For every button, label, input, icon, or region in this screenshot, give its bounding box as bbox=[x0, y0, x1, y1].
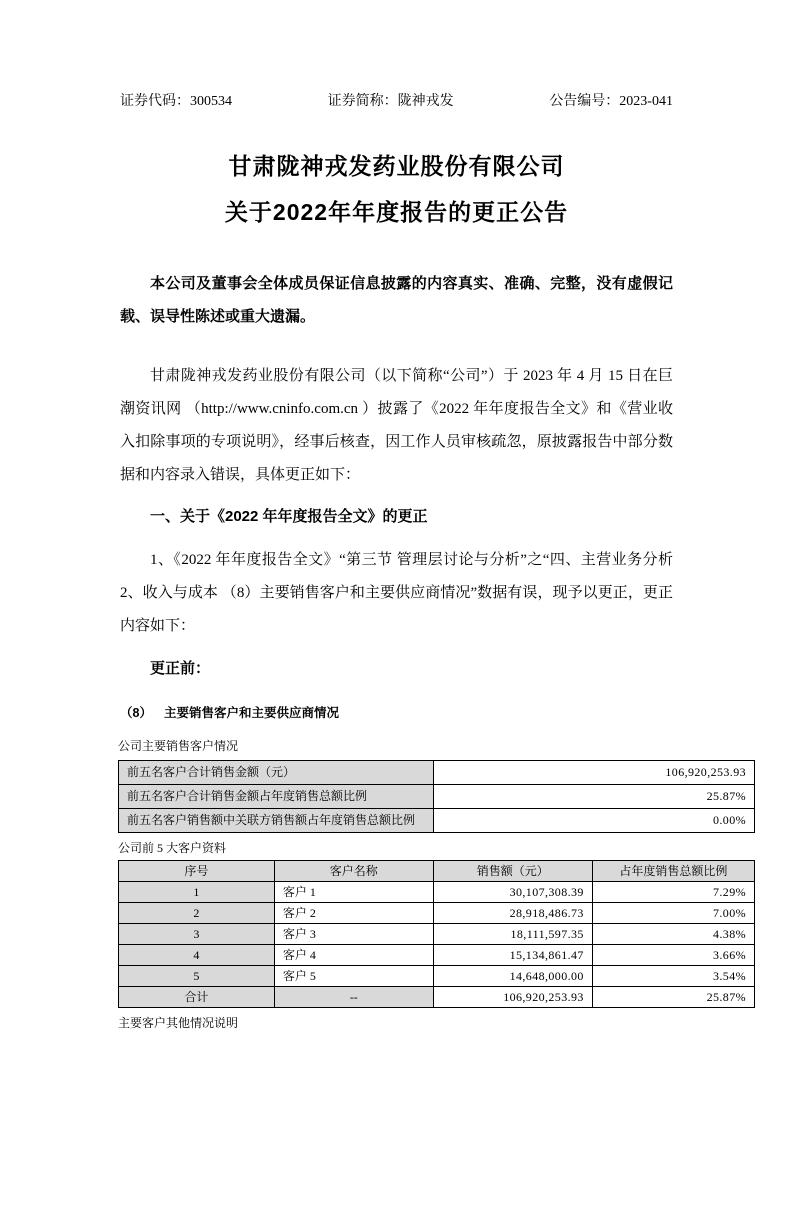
document-page bbox=[0, 93, 793, 1215]
customer-no: 3 bbox=[119, 924, 275, 945]
customer-name: 客户 5 bbox=[274, 966, 433, 987]
customer-name: 客户 1 bbox=[274, 882, 433, 903]
subsection-8-title: 主要销售客户和主要供应商情况 bbox=[163, 706, 339, 720]
subsection-8-marker: （8） bbox=[120, 706, 152, 720]
total-row bbox=[119, 987, 755, 1008]
before-correction-label: 更正前： bbox=[150, 660, 211, 677]
total-amount: 106,920,253.93 bbox=[433, 987, 592, 1008]
customer-ratio: 4.38% bbox=[592, 924, 754, 945]
customer-name: 客户 2 bbox=[274, 903, 433, 924]
customer-ratio: 3.66% bbox=[592, 945, 754, 966]
summary-table-caption: 公司主要销售客户情况 bbox=[118, 739, 239, 753]
customer-row bbox=[119, 924, 755, 945]
customer-no: 1 bbox=[119, 882, 275, 903]
summary-row bbox=[119, 785, 755, 809]
customer-amount: 30,107,308.39 bbox=[433, 882, 592, 903]
customer-row bbox=[119, 903, 755, 924]
company-name-title: 甘肃陇神戎发药业股份有限公司 bbox=[228, 153, 565, 179]
announcement-number: 公告编号：2023-041 bbox=[549, 94, 673, 109]
customer-name: 客户 3 bbox=[274, 924, 433, 945]
customer-name: 客户 4 bbox=[274, 945, 433, 966]
summary-row-value: 106,920,253.93 bbox=[433, 761, 754, 785]
column-header-ratio: 占年度销售总额比例 bbox=[592, 861, 754, 882]
section-1-heading: 一、关于《2022 年年度报告全文》的更正 bbox=[150, 508, 428, 525]
page-title bbox=[120, 143, 673, 235]
summary-row bbox=[119, 761, 755, 785]
customer-ratio: 3.54% bbox=[592, 966, 754, 987]
declaration-paragraph: 本公司及董事会全体成员保证信息披露的内容真实、准确、完整，没有虚假记载、误导性陈述或重大遗漏。 bbox=[120, 275, 673, 325]
total-ratio: 25.87% bbox=[592, 987, 754, 1008]
customers-table-caption: 公司前 5 大客户资料 bbox=[118, 841, 227, 855]
stock-code: 证券代码：300534 bbox=[120, 94, 232, 109]
customers-table-header-row bbox=[119, 861, 755, 882]
customer-amount: 14,648,000.00 bbox=[433, 966, 592, 987]
customer-no: 2 bbox=[119, 903, 275, 924]
column-header-amount: 销售额（元） bbox=[433, 861, 592, 882]
subsection-8-heading bbox=[120, 705, 673, 722]
customer-ratio: 7.29% bbox=[592, 882, 754, 903]
customer-amount: 18,111,597.35 bbox=[433, 924, 592, 945]
total-label: 合计 bbox=[119, 987, 275, 1008]
customer-amount: 28,918,486.73 bbox=[433, 903, 592, 924]
total-name: -- bbox=[274, 987, 433, 1008]
summary-row-label: 前五名客户合计销售金额（元） bbox=[119, 761, 434, 785]
announcement-header bbox=[120, 93, 673, 111]
customer-ratio: 7.00% bbox=[592, 903, 754, 924]
customer-no: 5 bbox=[119, 966, 275, 987]
summary-table bbox=[118, 760, 755, 833]
section-1-paragraph: 1、《2022 年年度报告全文》“第三节 管理层讨论与分析”之“四、主营业务分析 2、收入与成本 （8）主要销售客户和主要供应商情况”数据有误，现予以更正，更正内容如下： bbox=[120, 552, 673, 634]
customer-amount: 15,134,861.47 bbox=[433, 945, 592, 966]
summary-row-value: 25.87% bbox=[433, 785, 754, 809]
customers-table bbox=[118, 860, 755, 1008]
summary-row-label: 前五名客户销售额中关联方销售额占年度销售总额比例 bbox=[119, 809, 434, 833]
customer-row bbox=[119, 882, 755, 903]
column-header-name: 客户名称 bbox=[274, 861, 433, 882]
stock-abbr: 证券简称：陇神戎发 bbox=[327, 94, 454, 109]
column-header-no: 序号 bbox=[119, 861, 275, 882]
customer-no: 4 bbox=[119, 945, 275, 966]
intro-paragraph: 甘肃陇神戎发药业股份有限公司（以下简称“公司”）于 2023 年 4 月 15 日在巨潮资讯网 （http://www.cninfo.com.cn ）披露了《2022 年年度报告全文》和《营业收入扣除事项的专项说明》，经事后核查，因工作人员审核疏忽，原披露报告中部分数据和内容录入错误，具体更正如下： bbox=[120, 368, 673, 483]
announcement-title: 关于2022年年度报告的更正公告 bbox=[224, 199, 569, 225]
summary-row-value: 0.00% bbox=[433, 809, 754, 833]
summary-row-label: 前五名客户合计销售金额占年度销售总额比例 bbox=[119, 785, 434, 809]
customer-row bbox=[119, 966, 755, 987]
footer-note: 主要客户其他情况说明 bbox=[118, 1016, 239, 1030]
customer-row bbox=[119, 945, 755, 966]
summary-row bbox=[119, 809, 755, 833]
